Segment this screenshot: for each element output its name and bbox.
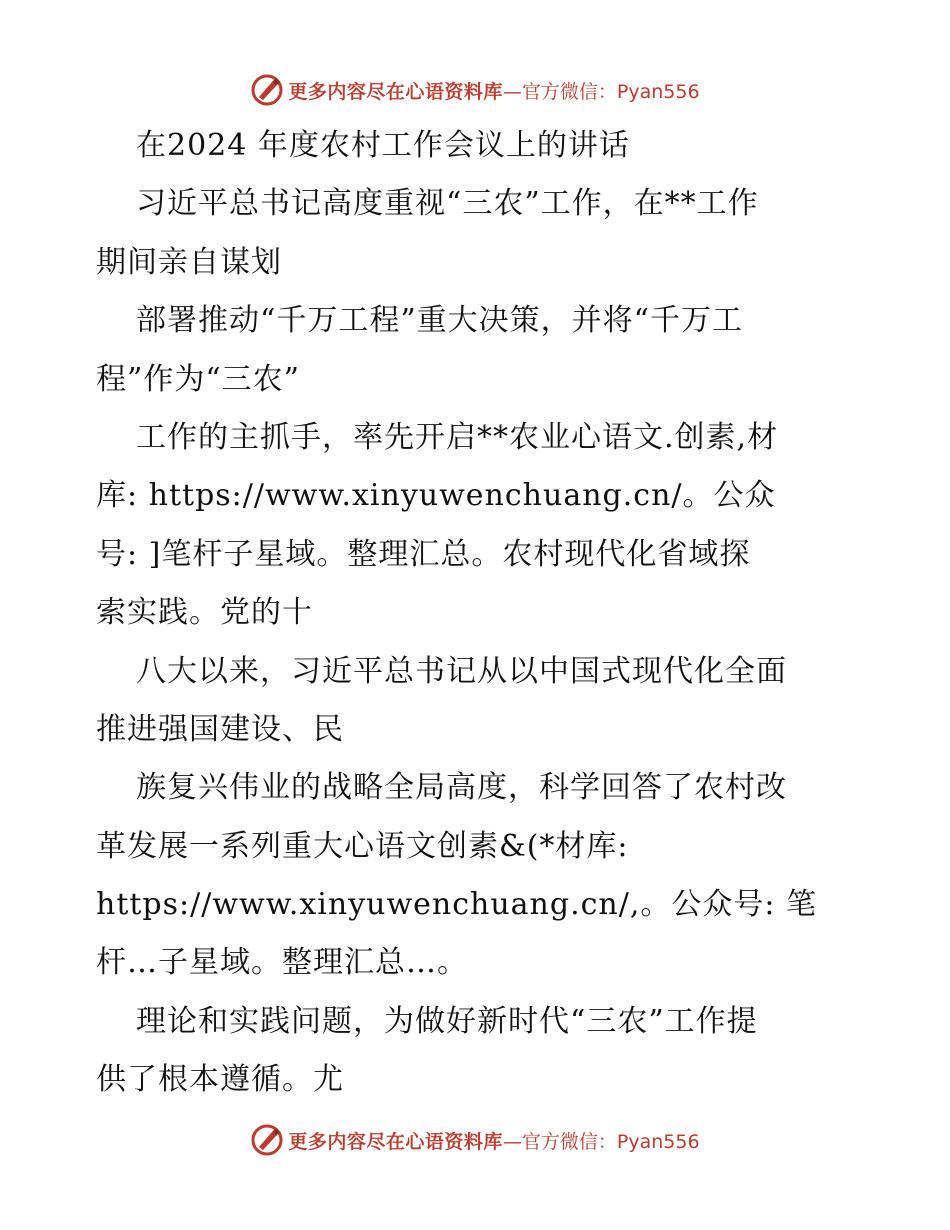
body-line: 推进强国建设、民	[96, 711, 344, 747]
body-line: 程”作为“三农”	[96, 361, 301, 397]
body-line: 族复兴伟业的战略全局高度，科学回答了农村改	[136, 770, 787, 806]
body-line: 库: https://www.xinyuwenchuang.cn/。公众	[96, 478, 776, 514]
body-line: 革发展一系列重大心语文创素&(*材库:	[96, 828, 629, 864]
brand-logo-icon	[250, 1123, 284, 1157]
body-line: 期间亲自谋划	[96, 244, 282, 280]
body-line: 杆…子星域。整理汇总…。	[96, 945, 468, 981]
body-line: 部署推动“千万工程”重大决策，并将“千万工	[136, 303, 744, 339]
header-contact-text: —官方微信：Pyan556	[502, 80, 700, 103]
body-line: 工作的主抓手，率先开启**农业心语文.创素,材	[136, 419, 779, 455]
body-line: 号: ]笔杆子星域。整理汇总。农村现代化省域探	[96, 536, 751, 572]
footer-banner	[0, 1120, 950, 1160]
brand-logo-icon	[250, 73, 284, 107]
body-line: 八大以来，习近平总书记从以中国式现代化全面	[136, 653, 787, 689]
body-line: https://www.xinyuwenchuang.cn/,。公众号: 笔	[96, 887, 818, 923]
header-banner	[0, 70, 950, 110]
header-brand-text: 更多内容尽在心语资料库	[288, 80, 503, 103]
body-line: 索实践。党的十	[96, 595, 313, 631]
document-body	[96, 117, 866, 1110]
footer-brand-text: 更多内容尽在心语资料库	[288, 1130, 503, 1153]
body-line: 供了根本遵循。尤	[96, 1062, 344, 1098]
footer-contact-text: —官方微信：Pyan556	[502, 1130, 700, 1153]
document-title: 在2024 年度农村工作会议上的讲话	[136, 128, 630, 163]
body-line: 理论和实践问题，为做好新时代“三农”工作提	[136, 1003, 758, 1039]
body-line: 习近平总书记高度重视“三农”工作，在**工作	[136, 186, 759, 222]
